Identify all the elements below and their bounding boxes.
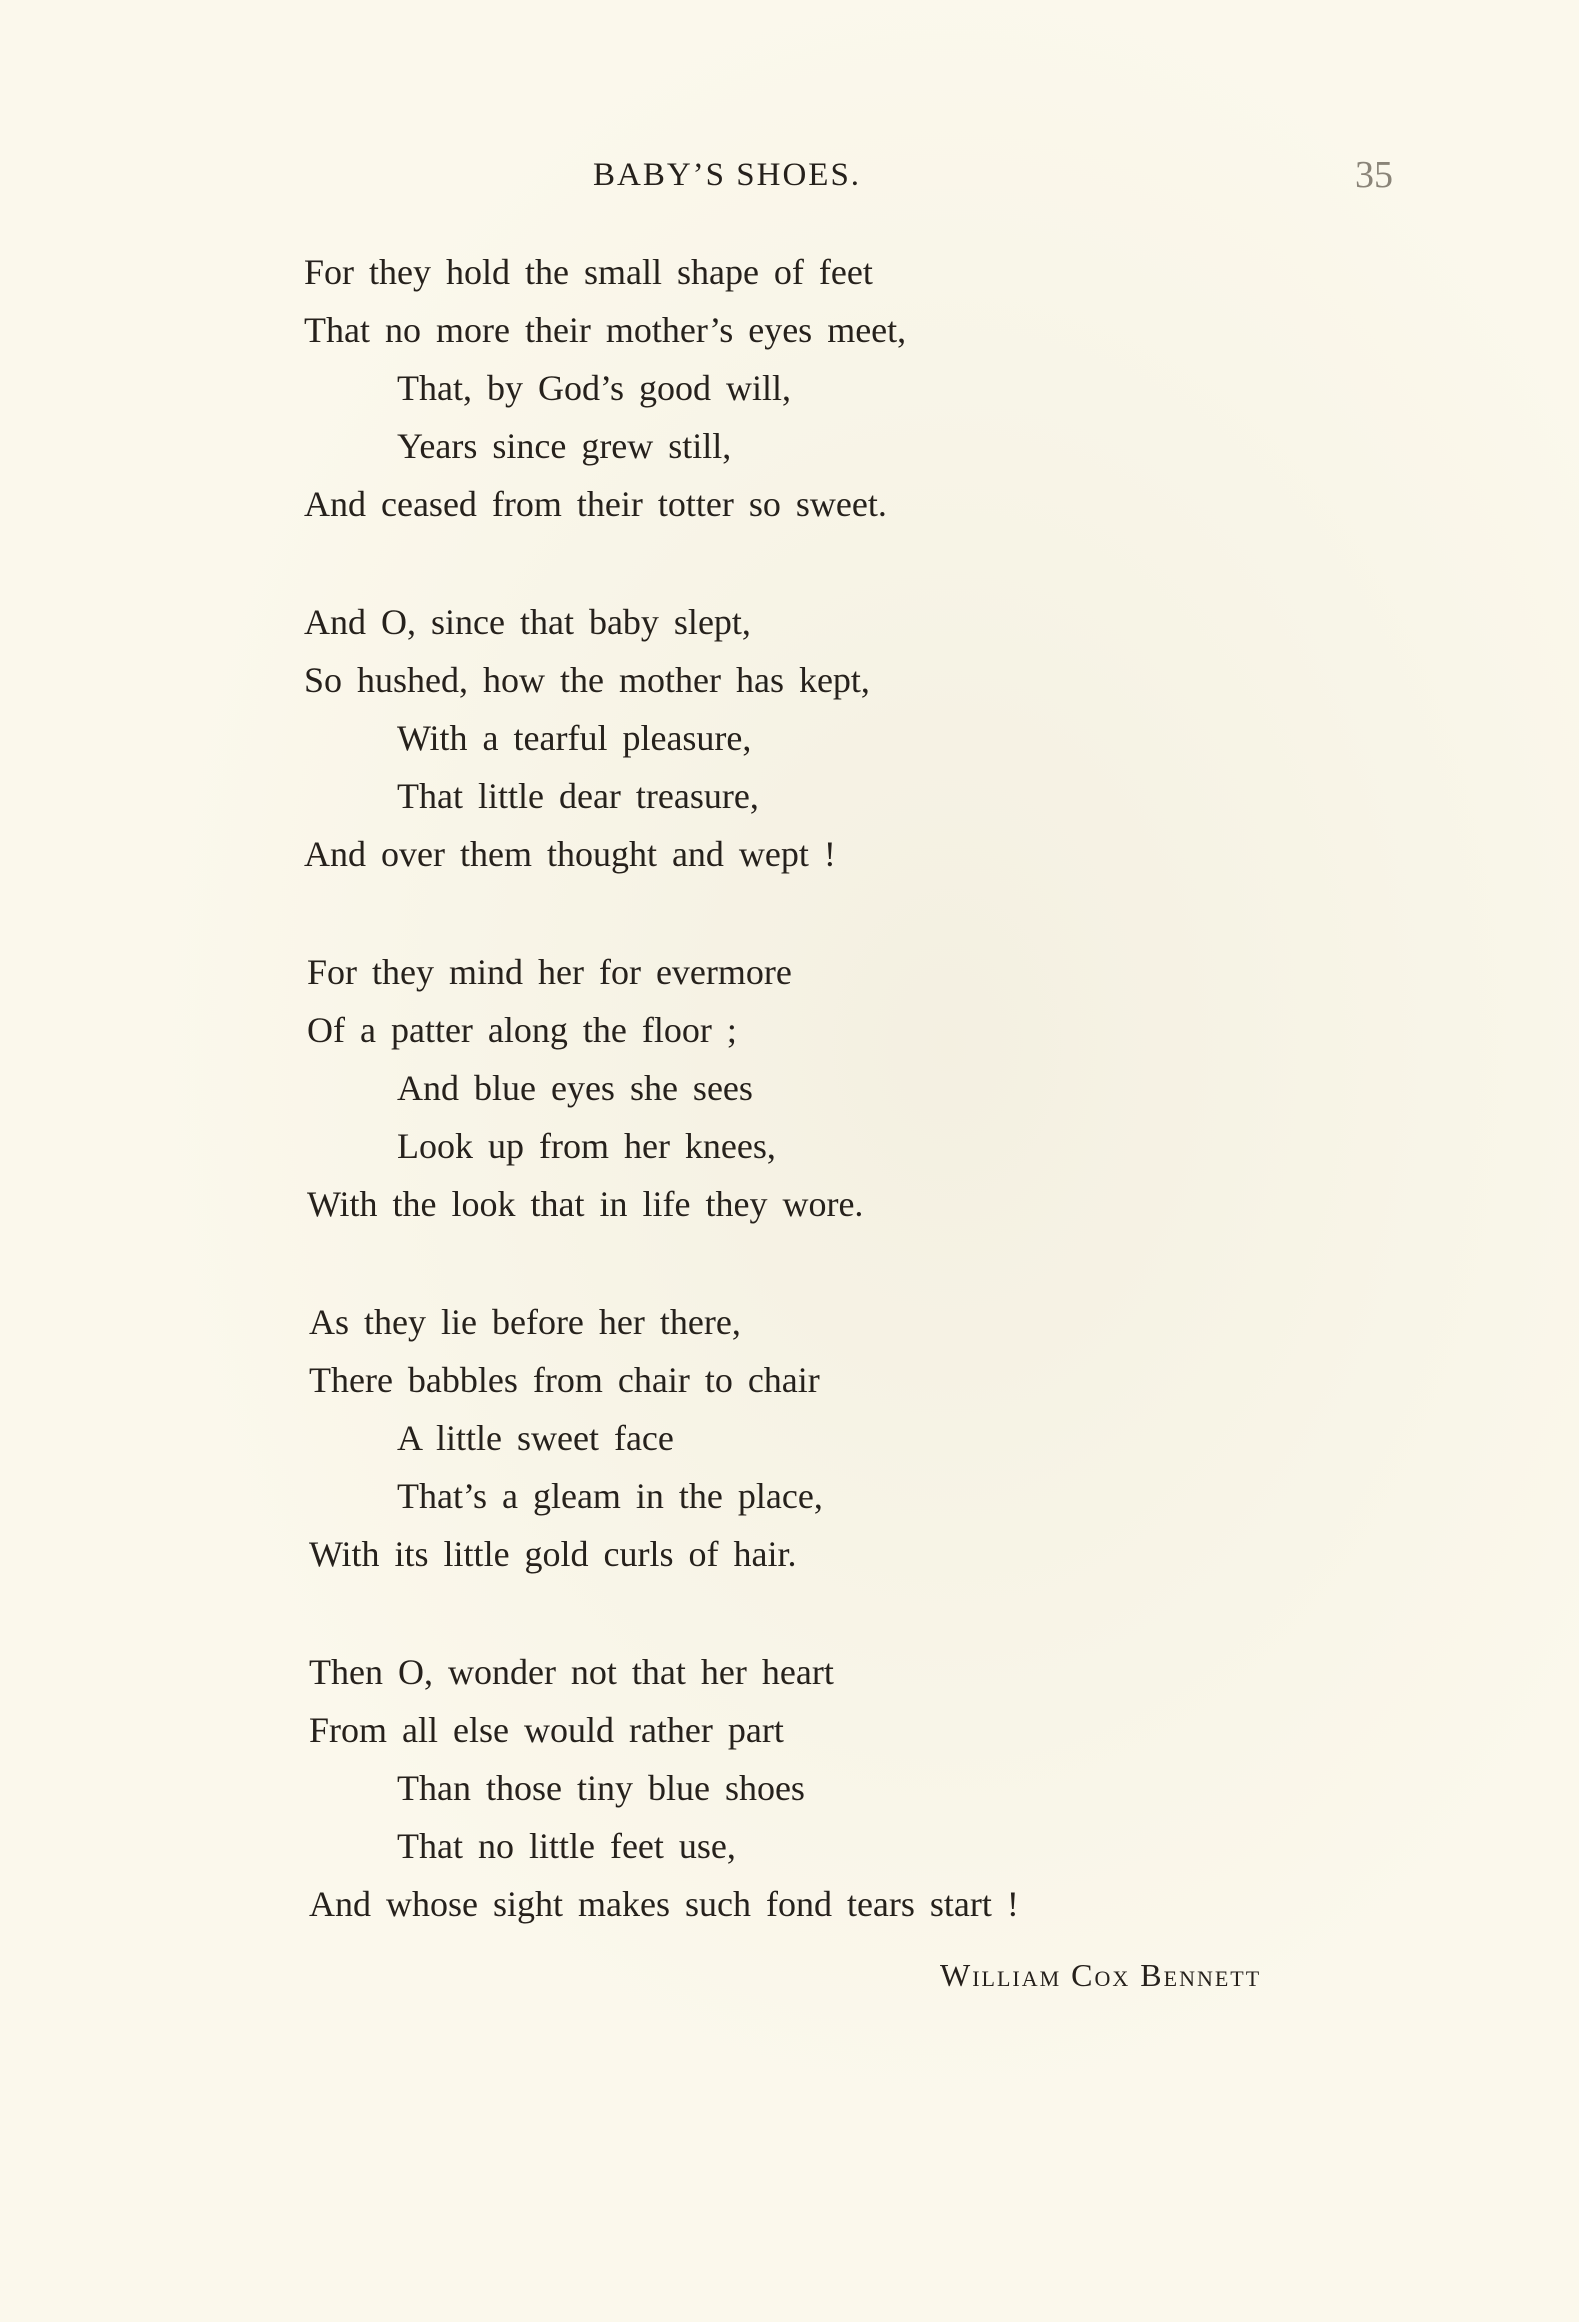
poem-line: So hushed, how the mother has kept, <box>304 660 870 700</box>
poem-line: Then O, wonder not that her heart <box>309 1652 834 1692</box>
poem-line: Years since grew still, <box>397 426 732 466</box>
poem-line: There babbles from chair to chair <box>309 1360 820 1400</box>
poem-line: As they lie before her there, <box>309 1302 741 1342</box>
poem-line: With the look that in life they wore. <box>307 1184 864 1224</box>
running-head <box>0 150 1579 200</box>
poem-line: And O, since that baby slept, <box>304 602 751 642</box>
poem-line: Of a patter along the floor ; <box>307 1010 737 1050</box>
poem-line: For they hold the small shape of feet <box>304 252 873 292</box>
running-title: BABY’S SHOES. <box>593 157 862 193</box>
poem-line: That little dear treasure, <box>397 776 759 816</box>
poem-line: That’s a gleam in the place, <box>397 1476 823 1516</box>
poem-line: And blue eyes she sees <box>397 1068 753 1108</box>
poem-line: With a tearful pleasure, <box>397 718 752 758</box>
poem-line: A little sweet face <box>397 1418 674 1458</box>
page-number: 35 <box>1355 154 1393 196</box>
poem-line: Than those tiny blue shoes <box>397 1768 805 1808</box>
poem-line: For they mind her for evermore <box>307 952 792 992</box>
poem-line: Look up from her knees, <box>397 1126 776 1166</box>
poem-line: That, by God’s good will, <box>397 368 791 408</box>
poem-line: That no more their mother’s eyes meet, <box>304 310 907 350</box>
poem-line: From all else would rather part <box>309 1710 784 1750</box>
poem-line: With its little gold curls of hair. <box>309 1534 797 1574</box>
poem-line: And ceased from their totter so sweet. <box>304 484 887 524</box>
poem-line: And over them thought and wept ! <box>304 834 836 874</box>
poem-line: That no little feet use, <box>397 1826 736 1866</box>
poem-line: And whose sight makes such fond tears start ! <box>309 1884 1019 1924</box>
author-attribution: William Cox Bennett <box>940 1957 1262 1993</box>
